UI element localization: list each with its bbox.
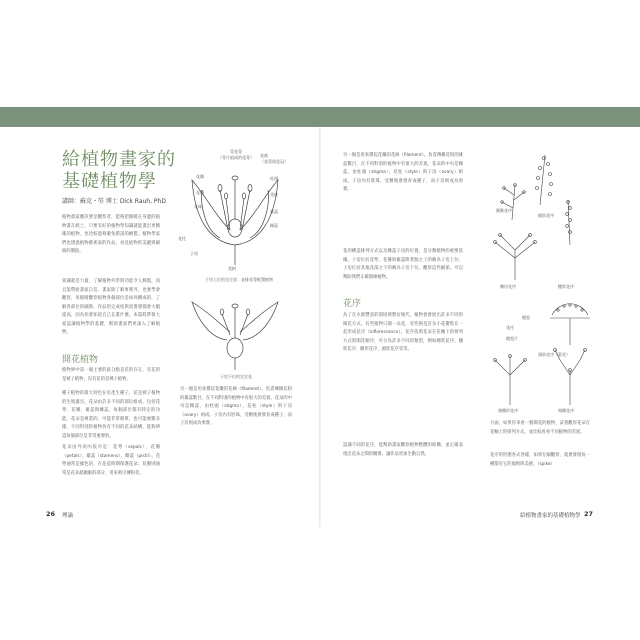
label-spike: 穗狀花序: [558, 284, 574, 289]
label-ovary: 子房: [190, 251, 198, 256]
intro-paragraph-2: 知識就是力量，了解植物外形與功能令人興奮，而且能帶給畫家自信。畫家除了解事實外，也要學會觀察，用眼睛觀察植物各個部位是如何構成的，了解各部位的細節，作品的完成度與真實感都會大幅提高，因為你會知道自己在畫什麼。本篇將帶領大家認識植物學的基礎，幫助畫家們更深入了解植物。: [62, 279, 160, 335]
label-sepal: 萼花萼 （萼片組成的花萼）: [218, 149, 254, 160]
label-petal: 花瓣: [196, 174, 204, 179]
section-paragraph-3: 花朵由外而內依序是：花萼（sepals）、花瓣（petals）、雄蕊（stamens）、雌蕊（pistil）。花萼通常是綠色的，在花苞時期保護花朵；花瓣則通常是花朵最顯眼的部分，用來吸引傳粉者。: [62, 445, 160, 476]
label-head: 頭狀花序（菊花）: [538, 352, 570, 357]
bottom-figure-caption: 子房下位的完全花: [220, 374, 252, 379]
author-line: 講師：蘇克・勞 博士 Dick Rauh, PhD: [62, 198, 166, 205]
right-col1-paragraph-1: 另一個是用來撐起花藥的花絲（filament）。負責傳播花粉的雄蕊數目，在不同科別的植物中有很大的差異。花朵的中央是雌蕊，由柱頭（stigma）、花柱（style）與子房（ovary）組成。子房內有胚珠，受精後會發育成種子，而子房則成為果實。: [343, 153, 463, 192]
right-col2-paragraph-2: 花序的形態各式各樣，如果仔細觀察，就會發現每一種都有它的規則與美感。（spike）: [490, 453, 590, 467]
label-stigma: 柱頭: [270, 176, 278, 181]
right-footer-label: 給植物畫家的基礎植物學: [520, 513, 581, 519]
left-page-number: 26: [46, 510, 56, 518]
stigma-shape: [232, 176, 238, 180]
label-head-bract: 總苞片: [506, 336, 518, 341]
raceme-axis: [540, 155, 545, 205]
section-paragraph-1: 植物界中第一個主要的區分點是花的存在，有花的是被子植物，沒有花的是裸子植物。: [62, 368, 160, 382]
inflorescence-heading: 花序: [343, 299, 362, 309]
intro-paragraph-1: 植物畫家應該要是觀察者，能夠把圍繞在身邊的植物畫在紙上，只要有好的植物學知識就能畫出更精確的植物，也比較能夠避免錯誤的繪製。植物學家們也透過植物藝術家的作品，看見植物的美麗與細節的價值。: [62, 215, 160, 254]
section-paragraph-2: 種子植物的最大特色在於產生種子，花是被子植物的生殖器官。花朵由許多不同的部位組成，包括花萼、花瓣、雄蕊與雌蕊，每個部位都有特定的功能。花朵是專業的，可能非常簡單，也可能複雜多樣，不同科別的植物各有不同的花朵結構，能夠辨認每個部位是非常重要的。: [62, 391, 160, 439]
right-page-number: 27: [584, 510, 594, 518]
left-page-column-2: 另一個是用來撐起花藥的花絲（filament）。負責傳播花粉的雄蕊數目，在不同科別的植物中有很大的差異。花朵的中央是雌蕊，由柱頭（stigma）、花柱（style）與子房（ovary）組成。子房內有胚珠，受精後會發育成種子，而子房則成為果實。: [180, 387, 292, 426]
label-raceme: 總狀花序: [538, 213, 554, 218]
label-receptacle: 花柄: [228, 266, 236, 271]
page-gutter: [319, 127, 321, 527]
label-head-receptacle: 總苞: [522, 315, 530, 320]
ovary-shape: [227, 338, 243, 358]
head-receptacle: [552, 304, 588, 315]
section-heading: 開花植物: [62, 355, 99, 365]
header-band: [0, 107, 640, 127]
inferior-ovary-flower-diagram: [190, 290, 280, 370]
label-filament: 花絲: [194, 204, 202, 209]
right-col1-paragraph-4: 認識不同的花序，能幫助畫家觀察植物整體的結構，並正確表現出花朵之間的關係，讓作品更加生動自然。: [343, 443, 463, 457]
label-style: 花柱: [270, 192, 278, 197]
right-col1-paragraph-2: 花的構造排列方式以及雌蕊子房的位置，是分類植物的重要依據。子房位於花萼、花瓣與雄蕊附著點之上的稱為子房上位；子房位於其他花部之下的稱為子房下位。觀察這些細節，可以幫助我們正確描繪植物。: [343, 249, 463, 280]
inflorescence-illustrations: [490, 150, 590, 410]
top-figure-caption: 子房上位的完全花：並排花萼配置植物: [205, 277, 273, 282]
right-sepal: [250, 190, 268, 238]
panicle-axis: [512, 185, 515, 220]
label-cyme: 聚繖花序: [558, 408, 574, 413]
title-line-1: 給植物畫家的: [62, 149, 176, 170]
label-panicle: 圓錐花序: [496, 208, 512, 213]
right-col1-paragraph-3: 為了在水源豐富的環境裡繁衍後代，植物會發展出許多不同的開花方式。有些植物只開一朵花，有些則是許多小花聚集在一起形成花序（inflorescence）。花序依照花朵在花軸上的排列方式與開花順序，可分為許多不同的類型，例如總狀花序、穗狀花序、繖形花序、頭狀花序等等。: [343, 313, 463, 352]
title-line-2: 基礎植物學: [62, 171, 157, 192]
label-corymb: 繖房花序: [500, 284, 516, 289]
label-anther: 花藥: [196, 190, 204, 195]
label-pistil: 雌蕊: [270, 223, 278, 228]
left-footer-label: 理論: [62, 513, 74, 519]
label-compound-umbel: 複繖形花序: [498, 408, 518, 413]
label-perianth: 花被 （花萼與花冠）: [260, 153, 288, 164]
label-pedicel: 花托: [178, 236, 186, 241]
label-stamen: 雄蕊: [270, 209, 278, 214]
label-head-floret: 花托: [506, 325, 514, 330]
right-col2-paragraph-1: 方面，如果你來看一個開花的植物，試著觀察花朵在花軸上的排列方式，並比較看看不同植物的差異。: [490, 421, 590, 435]
left-sepal: [202, 190, 220, 238]
